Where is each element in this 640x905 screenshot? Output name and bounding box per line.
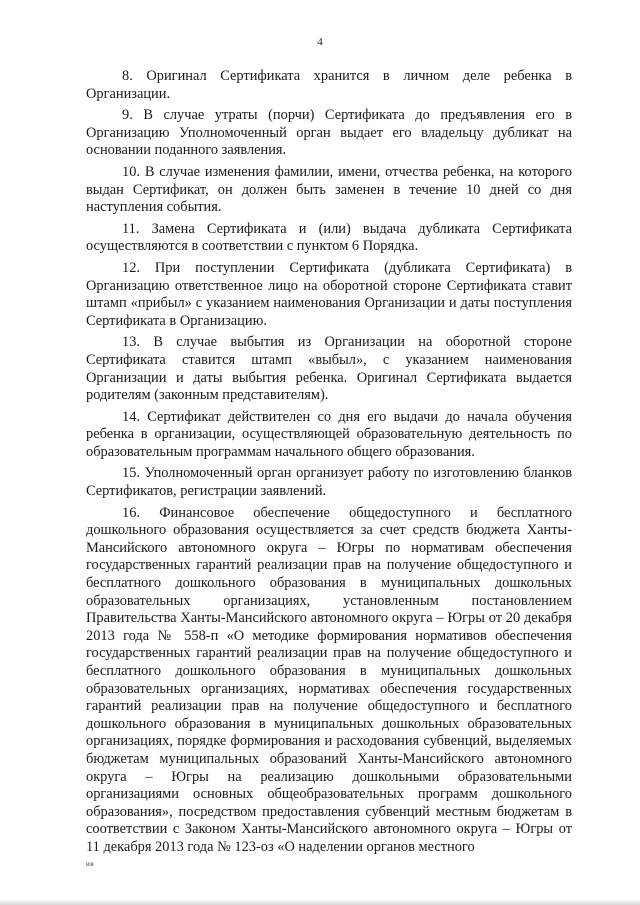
scan-bottom-edge <box>0 899 640 905</box>
page-number: 4 <box>317 36 323 48</box>
footer-mark: ив <box>86 860 95 868</box>
paragraph-15: 15. Уполномоченный орган организует работу по изготовлению бланков Сертификатов, регистрации заявлений. <box>86 465 572 500</box>
paragraph-14: 14. Сертификат действителен со дня его выдачи до начала обучения ребенка в организации, осуществляющей образовательную деятельность по образовательным программам начального общего образования. <box>86 408 572 460</box>
paragraph-8: 8. Оригинал Сертификата хранится в личном деле ребенка в Организации. <box>86 68 572 102</box>
document-body <box>86 68 572 857</box>
paragraph-11: 11. Замена Сертификата и (или) выдача дубликата Сертификата осуществляются в соответствии с пунктом 6 Порядка. <box>86 220 572 255</box>
paragraph-13: 13. В случае выбытия из Организации на оборотной стороне Сертификата ставится штамп «выбыл», с указанием наименования Организации и даты выбытия ребенка. Оригинал Сертификата выдается родителям (законным представителям). <box>86 334 572 404</box>
paragraph-9: 9. В случае утраты (порчи) Сертификата до предъявления его в Организацию Уполномоченный орган выдает его владельцу дубликат на основании поданного заявления. <box>86 107 572 159</box>
paragraph-10: 10. В случае изменения фамилии, имени, отчества ребенка, на которого выдан Сертификат, он должен быть заменен в течение 10 дней со дня наступления события. <box>86 163 572 216</box>
paragraph-12: 12. При поступлении Сертификата (дубликата Сертификата) в Организацию ответственное лицо на оборотной стороне Сертификата ставит штамп «прибыл» с указанием наименования Организации и даты поступления Сертификата в Организацию. <box>86 259 572 329</box>
paragraph-16: 16. Финансовое обеспечение общедоступного и бесплатного дошкольного образования осуществляется за счет средств бюджета Ханты-Мансийского автономного округа – Югры по нормативам обеспечения государственных гарантий реализации прав на получение общедоступного и бесплатного дошкольного образования в муниципальных дошкольных образовательных организациях, установленным постановлением Правительства Ханты-Мансийского автономного округа – Югры от 20 декабря 2013 года № 558-п «О методике формирования нормативов обеспечения государственных гарантий реализации прав на получение общедоступного и бесплатного дошкольного образования в муниципальных дошкольных образовательных организациях, нормативах обеспечения государственных гарантий реализации прав на получение общедоступного и бесплатного дошкольного образования в муниципальных дошкольных образовательных организациях, порядке формирования и расходования субвенций, выделяемых бюджетам муниципальных образований Ханты-Мансийского автономного округа – Югры на реализацию дошкольными образовательными организациями основных общеобразовательных программ дошкольного образования», посредством предоставления субвенций местным бюджетам в соответствии с Законом Ханты-Мансийского автономного округа – Югры от 11 декабря 2013 года № 123-оз «О наделении органов местного <box>86 504 572 855</box>
